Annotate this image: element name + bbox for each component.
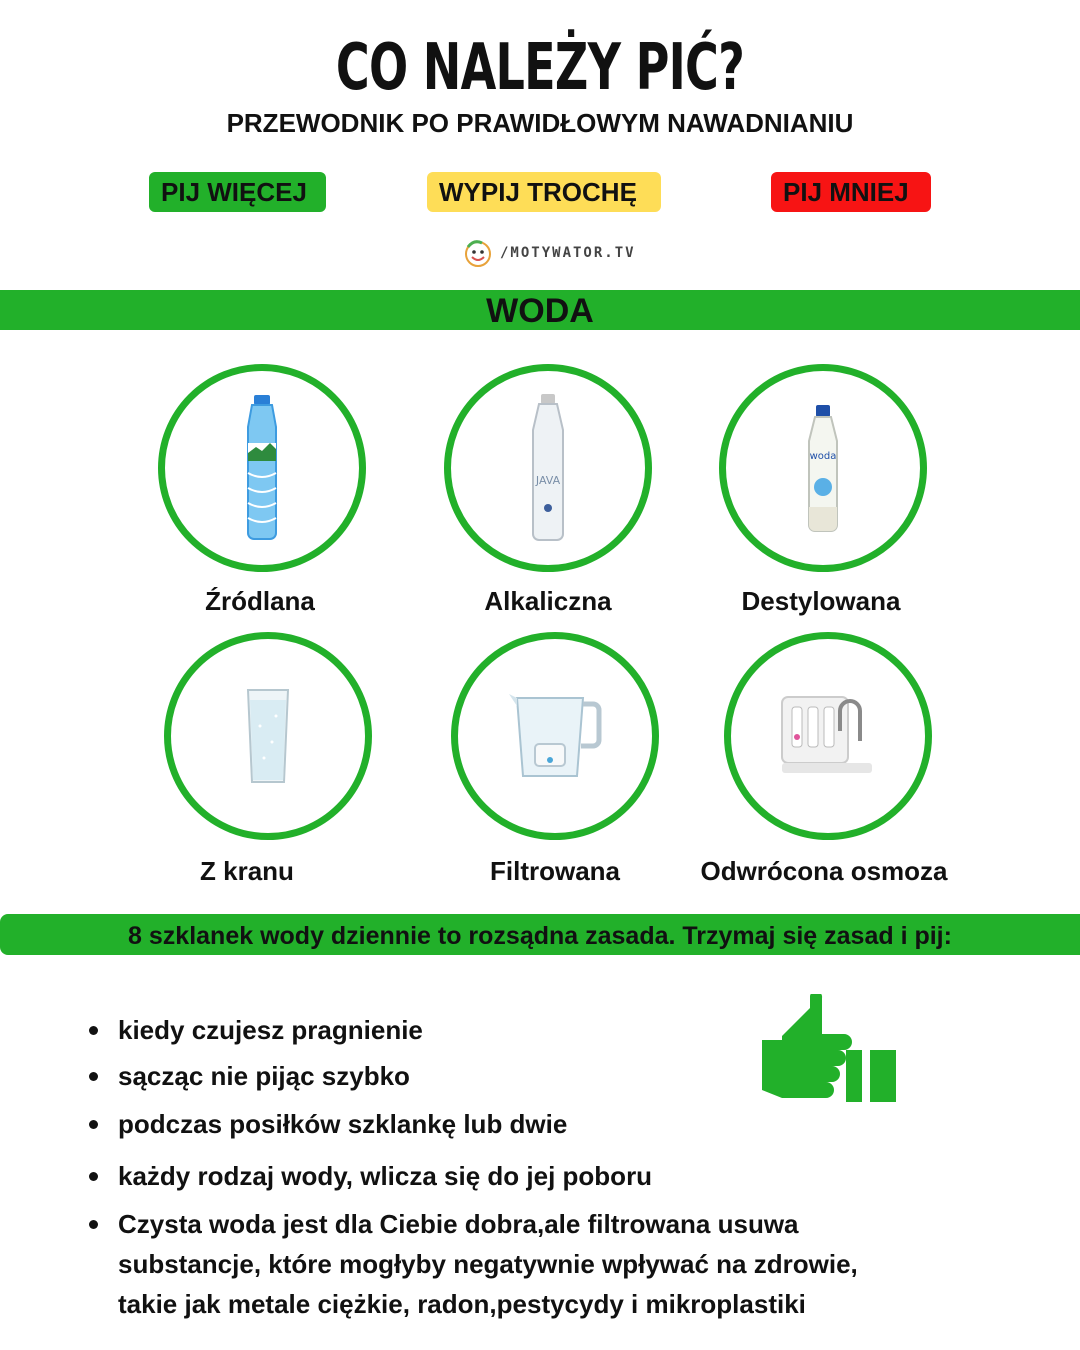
svg-text:JAVA: JAVA	[535, 474, 561, 487]
svg-text:woda: woda	[809, 451, 837, 462]
distilled-water-bottle-icon	[798, 403, 848, 533]
tip-item-continuation: substancje, które mogłyby negatywnie wpływać na zdrowie,	[118, 1249, 858, 1279]
page-title: CO NALEŻY PIĆ?	[335, 31, 745, 105]
spring-water-bottle-icon	[232, 393, 292, 543]
reverse-osmosis-circle	[724, 632, 932, 840]
water-type-label: Źródlana	[205, 586, 315, 616]
legend-drink-less: PIJ MNIEJ	[771, 172, 931, 212]
water-type-label: Z kranu	[200, 856, 294, 886]
water-type-label: Odwrócona osmoza	[700, 856, 948, 886]
water-type-label: Filtrowana	[489, 856, 620, 886]
distilled-water-circle	[719, 364, 927, 572]
tip-item-continuation: takie jak metale ciężkie, radon,pestycydy i mikroplastiki	[118, 1289, 806, 1319]
page-subtitle: PRZEWODNIK PO PRAWIDŁOWYM NAWADNIANIU	[226, 108, 854, 138]
alkaline-water-circle	[444, 364, 652, 572]
water-type-label: Destylowana	[741, 586, 901, 616]
legend-drink-some: WYPIJ TROCHĘ	[427, 172, 661, 212]
filtered-water-circle	[451, 632, 659, 840]
brand-logo-text: /MOTYWATOR.TV	[500, 245, 636, 261]
filter-jug-icon	[505, 690, 605, 782]
tip-item: każdy rodzaj wody, wlicza się do jej poboru	[86, 1156, 966, 1196]
tip-item: podczas posiłków szklankę lub dwie	[86, 1104, 966, 1144]
brand-logo	[462, 236, 636, 270]
thumbs-up-icon	[758, 994, 898, 1106]
alkaline-water-bottle-icon	[518, 392, 578, 544]
glass-of-water-icon	[244, 686, 292, 786]
tap-water-circle	[164, 632, 372, 840]
section-title: WODA	[0, 290, 1080, 330]
reverse-osmosis-unit-icon	[778, 691, 878, 781]
tip-item: kiedy czujesz pragnienie	[86, 1010, 966, 1050]
tip-item: sącząc nie pijąc szybko	[86, 1056, 966, 1096]
smiley-logo-icon	[462, 237, 494, 269]
daily-rule-banner: 8 szklanek wody dziennie to rozsądna zasada. Trzymaj się zasad i pij:	[0, 914, 1080, 955]
spring-water-circle	[158, 364, 366, 572]
tip-item: Czysta woda jest dla Ciebie dobra,ale filtrowana usuwa	[86, 1204, 966, 1244]
water-type-label: Alkaliczna	[484, 586, 612, 616]
legend-drink-more: PIJ WIĘCEJ	[149, 172, 326, 212]
